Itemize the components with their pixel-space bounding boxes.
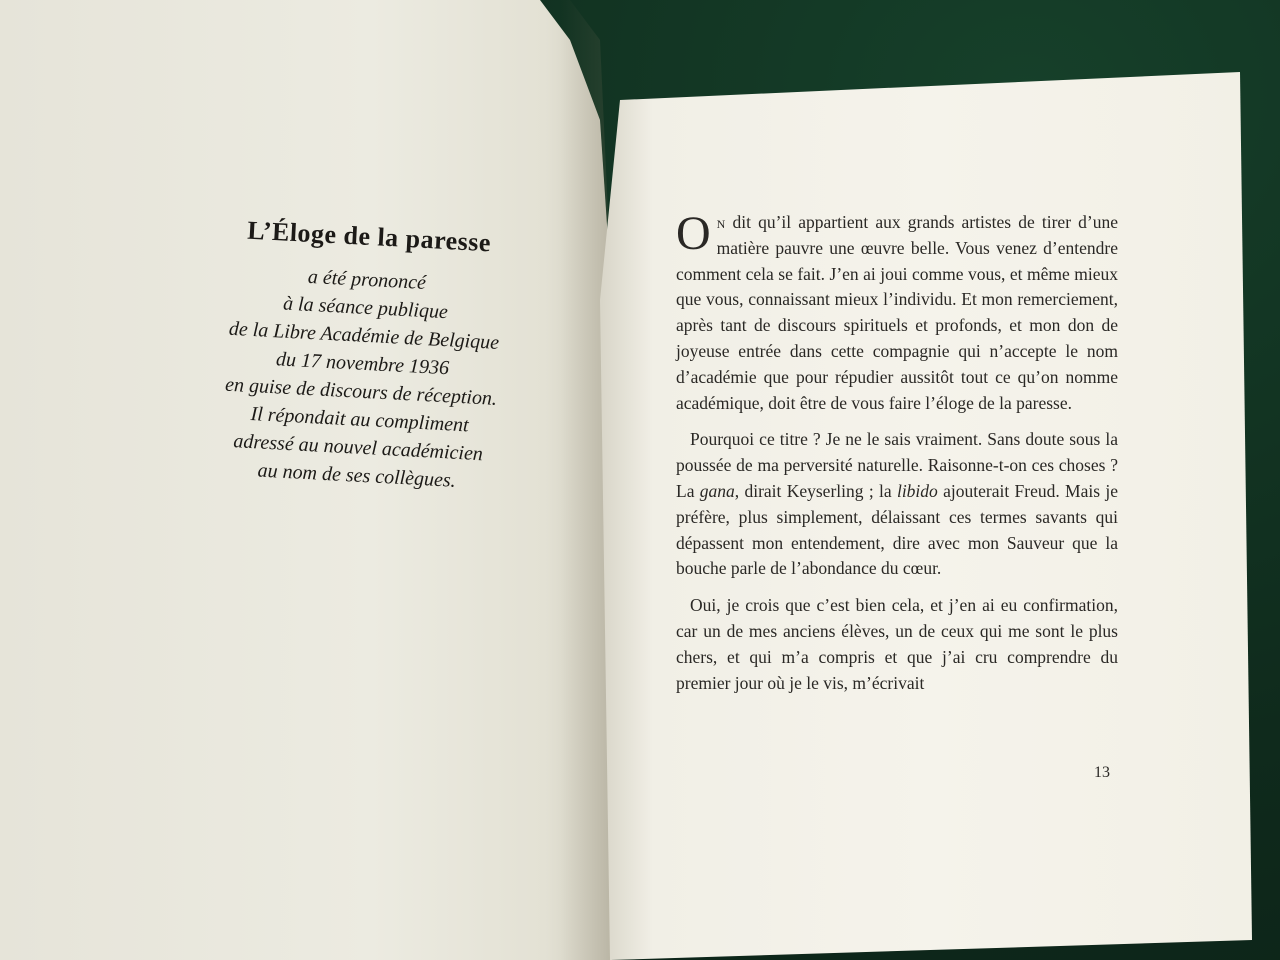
dedication-line: au nom de ses collègues.: [257, 459, 457, 492]
drop-cap: O: [676, 207, 711, 260]
italic-gana: gana: [699, 480, 735, 501]
dedication-line: à la séance publique: [282, 292, 449, 324]
paragraph-2-text-a: Pourquoi ce titre ? Je ne le sais vraiment. Sans doute sous la poussée de ma perversité naturelle. Raisonne-t-on ces choses ? La: [676, 429, 1118, 501]
page-number: 13: [1094, 764, 1110, 781]
paragraph-2-text-b: , dirait Keyserling ; la: [734, 480, 897, 501]
dedication-block: [186, 213, 540, 498]
italic-libido: libido: [896, 480, 938, 501]
paragraph-1: [676, 207, 1118, 416]
paragraph-2: [676, 427, 1118, 582]
dedication-line: en guise de discours de réception.: [224, 373, 498, 410]
paragraph-1-text: dit qu’il appartient aux grands artistes de tirer d’une matière pauvre une œuvre belle. Vous venez d’entendre comment cela se fait. J’en ai joui comme vous, et même mieux que vous, connaissant mieux l’individu. Et mon remerciement, après tant de discours spirituels et profonds, et mon don de joyeuse entrée dans cette compagnie qui n’accepte le nom d’académie que pour répudier aussitôt tout ce qu’on nomme académique, doit être de vous faire l’éloge de la paresse.: [676, 212, 1118, 413]
dedication-line: a été prononcé: [307, 265, 427, 294]
dedication-line: adressé au nouvel académicien: [232, 430, 484, 466]
body-text: [676, 207, 1118, 707]
paragraph-2-text-c: ajouterait Freud. Mais je préfère, plus simplement, délaissant ces termes savants qui dépassent mon entendement, dire avec mon Sauveur que la bouche parle de l’abondance du cœur.: [676, 480, 1118, 579]
dedication-title: L’Éloge de la paresse: [246, 215, 492, 258]
dedication-line: de la Libre Académie de Belgique: [228, 317, 500, 354]
paragraph-3: [676, 593, 1118, 696]
dedication-line: du 17 novembre 1936: [275, 348, 450, 380]
paragraph-3-text: Oui, je crois que c’est bien cela, et j’en ai eu confirmation, car un de mes anciens élèves, un de ceux qui me sont le plus chers, et qui m’a compris et que j’ai cru comprendre du premier jour où je le vis, m’écrivait: [676, 595, 1118, 693]
small-caps-rest: n: [716, 212, 726, 232]
dedication-line: Il répondait au compliment: [250, 403, 470, 437]
